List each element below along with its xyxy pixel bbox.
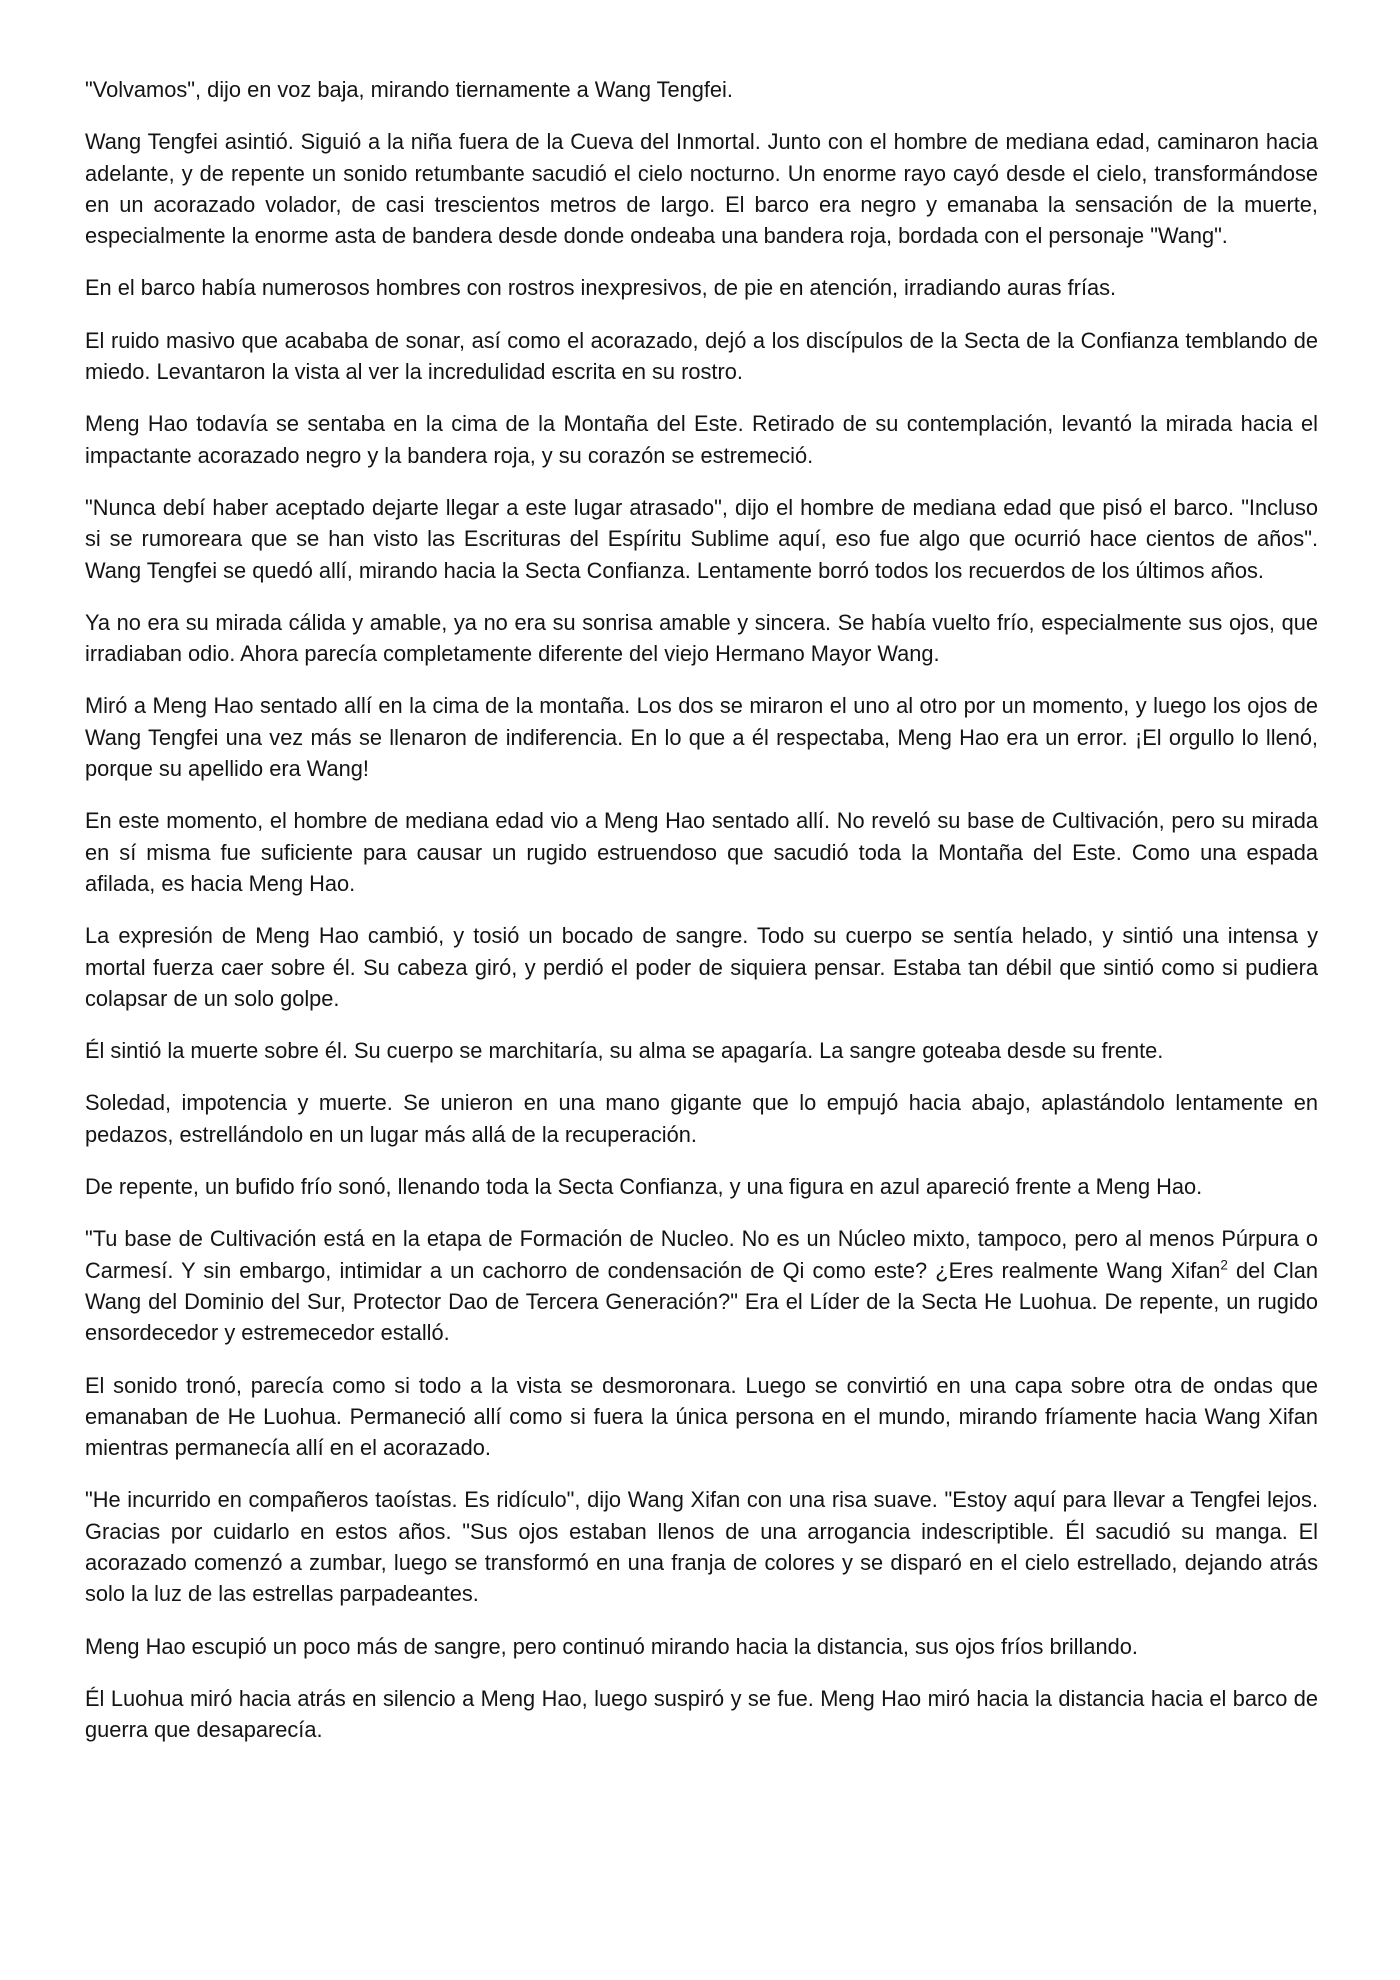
paragraph-2: Wang Tengfei asintió. Siguió a la niña fuera de la Cueva del Inmortal. Junto con el hombre de mediana edad, caminaron hacia adelante, y de repente un sonido retumbante sacudió el cielo nocturno. Un enorme rayo cayó desde el cielo, transformándose en un acorazado volador, de casi trescientos metros de largo. El barco era negro y emanaba la sensación de la muerte, especialmente la enorme asta de bandera desde donde ondeaba una bandera roja, bordada con el personaje "Wang". xyxy=(85,129,1318,249)
paragraph-7: Ya no era su mirada cálida y amable, ya no era su sonrisa amable y sincera. Se había vuelto frío, especialmente sus ojos, que irradiaban odio. Ahora parecía completamente diferente del viejo Hermano Mayor Wang. xyxy=(85,609,1318,667)
paragraph-3: En el barco había numerosos hombres con rostros inexpresivos, de pie en atención, irradiando auras frías. xyxy=(85,275,1117,301)
paragraph-17: Meng Hao escupió un poco más de sangre, pero continuó mirando hacia la distancia, sus ojos fríos brillando. xyxy=(85,1633,1138,1659)
paragraph-10: La expresión de Meng Hao cambió, y tosió un bocado de sangre. Todo su cuerpo se sentía helado, y sintió una intensa y mortal fuerza caer sobre él. Su cabeza giró, y perdió el poder de siquiera pensar. Estaba tan débil que sintió como si pudiera colapsar de un solo golpe. xyxy=(85,923,1318,1011)
paragraph-14 xyxy=(85,1223,1318,1348)
paragraph-11: Él sintió la muerte sobre él. Su cuerpo se marchitaría, su alma se apagaría. La sangre goteaba desde su frente. xyxy=(85,1038,1164,1064)
paragraph-14-text-after: del Clan Wang del Dominio del Sur, Protector Dao de Tercera Generación?" Era el Líder de la Secta He Luohua. De repente, un rugido ensordecedor y estremecedor estalló. xyxy=(85,1257,1318,1346)
document-page xyxy=(85,74,1318,1766)
footnote-reference: 2 xyxy=(1220,1257,1228,1273)
paragraph-13: De repente, un bufido frío sonó, llenando toda la Secta Confianza, y una figura en azul apareció frente a Meng Hao. xyxy=(85,1174,1203,1200)
paragraph-16: "He incurrido en compañeros taoístas. Es ridículo", dijo Wang Xifan con una risa suave. "Estoy aquí para llevar a Tengfei lejos. Gracias por cuidarlo en estos años. "Sus ojos estaban llenos de una arrogancia indescriptible. Él sacudió su manga. El acorazado comenzó a zumbar, luego se transformó en una franja de colores y se disparó en el cielo estrellado, dejando atrás solo la luz de las estrellas parpadeantes. xyxy=(85,1487,1318,1607)
paragraph-6: "Nunca debí haber aceptado dejarte llegar a este lugar atrasado", dijo el hombre de mediana edad que pisó el barco. "Incluso si se rumoreara que se han visto las Escrituras del Espíritu Sublime aquí, eso fue algo que ocurrió hace cientos de años". Wang Tengfei se quedó allí, mirando hacia la Secta Confianza. Lentamente borró todos los recuerdos de los últimos años. xyxy=(85,494,1318,583)
paragraph-14-text-before: "Tu base de Cultivación está en la etapa de Formación de Nucleo. No es un Núcleo mixto, tampoco, pero al menos Púrpura o Carmesí. Y sin embargo, intimidar a un cachorro de condensación de Qi como este? ¿Eres realmente Wang Xifan xyxy=(85,1226,1318,1283)
paragraph-12: Soledad, impotencia y muerte. Se unieron en una mano gigante que lo empujó hacia abajo, aplastándolo lentamente en pedazos, estrellándolo en un lugar más allá de la recuperación. xyxy=(85,1090,1318,1147)
paragraph-15: El sonido tronó, parecía como si todo a la vista se desmoronara. Luego se convirtió en una capa sobre otra de ondas que emanaban de He Luohua. Permaneció allí como si fuera la única persona en el mundo, mirando fríamente hacia Wang Xifan mientras permanecía allí en el acorazado. xyxy=(85,1372,1318,1461)
paragraph-18: Él Luohua miró hacia atrás en silencio a Meng Hao, luego suspiró y se fue. Meng Hao miró hacia la distancia hacia el barco de guerra que desaparecía. xyxy=(85,1685,1318,1743)
paragraph-5: Meng Hao todavía se sentaba en la cima de la Montaña del Este. Retirado de su contemplación, levantó la mirada hacia el impactante acorazado negro y la bandera roja, y su corazón se estremeció. xyxy=(85,411,1318,468)
paragraph-8: Miró a Meng Hao sentado allí en la cima de la montaña. Los dos se miraron el uno al otro por un momento, y luego los ojos de Wang Tengfei una vez más se llenaron de indiferencia. En lo que a él respectaba, Meng Hao era un error. ¡El orgullo lo llenó, porque su apellido era Wang! xyxy=(85,693,1318,782)
paragraph-9: En este momento, el hombre de mediana edad vio a Meng Hao sentado allí. No reveló su base de Cultivación, pero su mirada en sí misma fue suficiente para causar un rugido estruendoso que sacudió toda la Montaña del Este. Como una espada afilada, es hacia Meng Hao. xyxy=(85,808,1318,896)
paragraph-1: "Volvamos", dijo en voz baja, mirando tiernamente a Wang Tengfei. xyxy=(85,77,733,102)
paragraph-4: El ruido masivo que acababa de sonar, así como el acorazado, dejó a los discípulos de la Secta de la Confianza temblando de miedo. Levantaron la vista al ver la incredulidad escrita en su rostro. xyxy=(85,327,1318,385)
